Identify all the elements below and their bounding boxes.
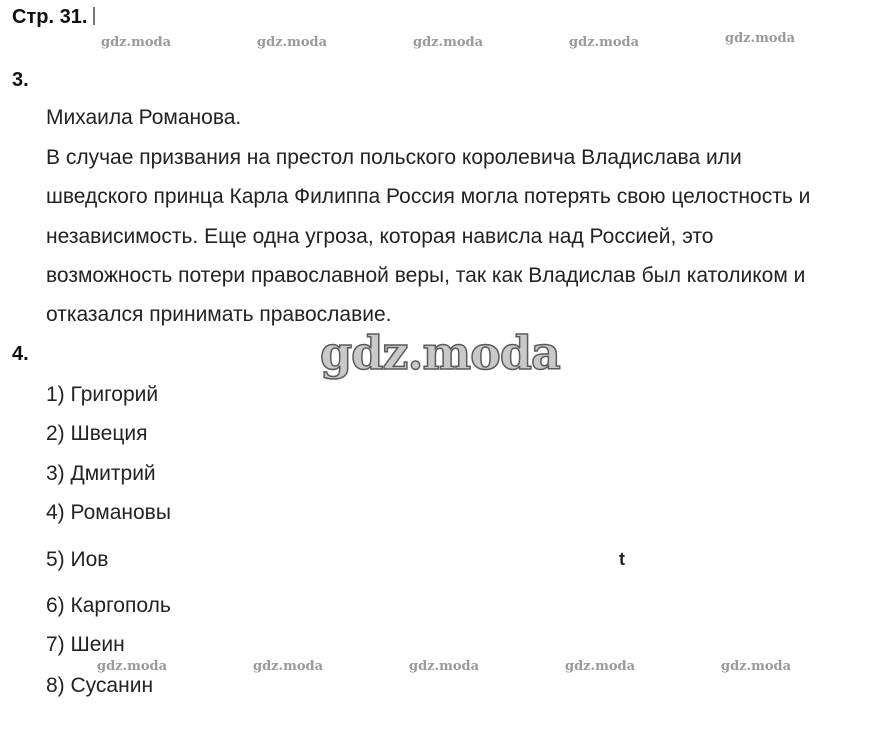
watermark-top-5: gdz.moda bbox=[725, 31, 796, 46]
page-title-text: Стр. 31. bbox=[12, 6, 88, 28]
answer-item: 2) Швеция bbox=[46, 422, 148, 445]
stray-mark: t bbox=[619, 549, 625, 569]
section-4-number: 4. bbox=[12, 343, 29, 365]
section-3-line: шведского принца Карла Филиппа Россия могла потерять свою целостность и bbox=[46, 185, 811, 208]
watermark-top-3: gdz.moda bbox=[413, 35, 484, 50]
section-3-line: отказался принимать православие. bbox=[46, 303, 392, 326]
watermark-bottom-1: gdz.moda bbox=[97, 659, 168, 674]
answer-item: 6) Каргополь bbox=[46, 594, 171, 617]
cursor-mark bbox=[93, 7, 95, 25]
answer-item: 1) Григорий bbox=[46, 383, 159, 406]
watermark-bottom-3: gdz.moda bbox=[409, 659, 480, 674]
watermark-bottom-2: gdz.moda bbox=[253, 659, 324, 674]
answer-item: 5) Иов bbox=[46, 548, 109, 571]
watermark-bottom-4: gdz.moda bbox=[565, 659, 636, 674]
answer-item: 7) Шеин bbox=[46, 633, 125, 656]
answer-item: 8) Сусанин bbox=[46, 674, 154, 697]
answer-item: 3) Дмитрий bbox=[46, 462, 156, 485]
answer-item: 4) Романовы bbox=[46, 501, 171, 524]
watermark-top-1: gdz.moda bbox=[101, 35, 172, 50]
page-title bbox=[12, 6, 95, 29]
watermark-bottom-5: gdz.moda bbox=[721, 659, 792, 674]
watermark-large: gdz.moda bbox=[320, 326, 560, 380]
section-3-line: Михаила Романова. bbox=[46, 106, 242, 129]
section-3-line: В случае призвания на престол польского королевича Владислава или bbox=[46, 146, 742, 169]
section-3-number: 3. bbox=[12, 69, 29, 91]
watermark-top-4: gdz.moda bbox=[569, 35, 640, 50]
section-3-line: возможность потери православной веры, так как Владислав был католиком и bbox=[46, 264, 806, 287]
section-3-line: независимость. Еще одна угроза, которая нависла над Россией, это bbox=[46, 225, 714, 248]
watermark-top-2: gdz.moda bbox=[257, 35, 328, 50]
